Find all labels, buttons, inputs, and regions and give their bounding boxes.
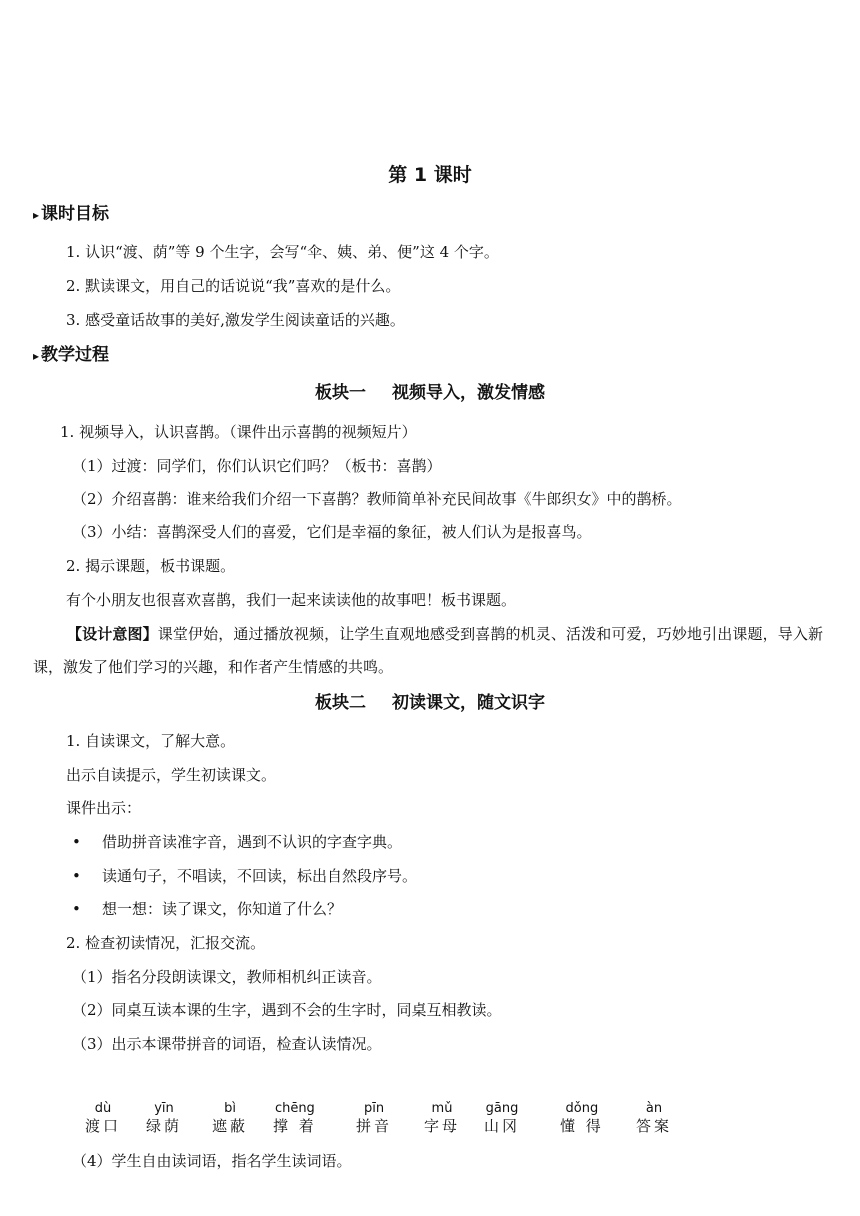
objective-item-2: 2. 默读课文，用自己的话说说“我”喜欢的是什么。	[66, 277, 401, 295]
block1-line-5: 2. 揭示课题，板书课题。	[66, 557, 236, 575]
vocab-word: 拼音	[356, 1117, 393, 1135]
block1-heading	[0, 382, 860, 404]
vocab-pinyin: dǒng	[565, 1101, 599, 1116]
design-intent-text: 课堂伊始，通过播放视频，让学生直观地感受到喜鹊的机灵、活泼和可爱，巧妙地引出课题，导入新课，激发了他们学习的兴趣，和作者产生情感的共鸣。	[33, 625, 823, 676]
block1-label: 板块一	[315, 383, 366, 403]
bullet-dot-icon: •	[72, 867, 81, 885]
vocab-word: 渡口	[85, 1117, 122, 1135]
block1-line-1: 1. 视频导入，认识喜鹊。（课件出示喜鹊的视频短片）	[60, 423, 417, 441]
lesson-title: 第 1 课时	[388, 164, 472, 186]
bullet-text: 借助拼音读准字音，遇到不认识的字查字典。	[102, 833, 403, 851]
vocab-item	[85, 1101, 121, 1135]
courseware-bullet-1	[72, 832, 402, 852]
vocab-item	[212, 1101, 248, 1135]
vocab-word: 撑 着	[273, 1117, 317, 1135]
block1-line-3: （2）介绍喜鹊：谁来给我们介绍一下喜鹊？教师简单补充民间故事《牛郎织女》中的鹊桥。	[72, 490, 682, 508]
bullet-dot-icon: •	[72, 900, 81, 918]
vocab-item	[636, 1101, 672, 1135]
vocab-word: 绿荫	[146, 1117, 183, 1135]
block1-line-6: 有个小朋友也很喜欢喜鹊，我们一起来读读他的故事吧！板书课题。	[66, 591, 517, 609]
process-heading	[33, 344, 109, 367]
vocab-pinyin: yīn	[154, 1101, 174, 1116]
block2-line-6: （2）同桌互读本课的生字，遇到不会的生字时，同桌互相教读。	[72, 1001, 502, 1019]
bullet-dot-icon: •	[72, 833, 81, 851]
objective-item-3: 3. 感受童话故事的美好,激发学生阅读童话的兴趣。	[66, 311, 405, 329]
courseware-bullet-3	[72, 899, 342, 919]
block1-title: 视频导入，激发情感	[392, 383, 545, 403]
triangle-bullet-icon: ▸	[33, 349, 40, 363]
block2-title: 初读课文，随文识字	[392, 693, 545, 713]
vocab-pinyin: dù	[94, 1101, 112, 1116]
vocab-item	[484, 1101, 520, 1135]
block2-line-3: 课件出示：	[66, 799, 142, 817]
vocab-pinyin: bì	[224, 1101, 236, 1116]
vocab-item	[560, 1101, 604, 1135]
vocab-pinyin: chēng	[274, 1101, 315, 1116]
vocab-word: 遮蔽	[212, 1117, 249, 1135]
block2-heading	[0, 692, 860, 714]
design-intent-label: 【设计意图】	[67, 625, 158, 643]
block2-line-2: 出示自读提示，学生初读课文。	[66, 766, 277, 784]
vocab-word: 字母	[424, 1117, 461, 1135]
block2-line-5: （1）指名分段朗读课文，教师相机纠正读音。	[72, 968, 382, 986]
vocab-word: 山冈	[484, 1117, 521, 1135]
vocab-word: 答案	[636, 1117, 673, 1135]
block2-line-1: 1. 自读课文，了解大意。	[66, 732, 236, 750]
block2-line-4: 2. 检查初读情况，汇报交流。	[66, 934, 266, 952]
block2-line-7: （3）出示本课带拼音的词语，检查认读情况。	[72, 1035, 382, 1053]
vocab-pinyin: mǔ	[431, 1101, 453, 1116]
triangle-bullet-icon: ▸	[33, 208, 40, 222]
objectives-heading-text: 课时目标	[41, 204, 110, 224]
vocab-pinyin: pīn	[363, 1101, 385, 1116]
block1-line-2: （1）过渡：同学们，你们认识它们吗？（板书：喜鹊）	[72, 457, 442, 475]
vocab-item	[356, 1101, 392, 1135]
vocab-word: 懂 得	[560, 1117, 604, 1135]
vocab-item	[146, 1101, 182, 1135]
design-intent-paragraph	[33, 618, 823, 684]
process-heading-text: 教学过程	[41, 345, 110, 365]
objective-item-1: 1. 认识“渡、荫”等 9 个生字，会写“伞、姨、弟、便”这 4 个字。	[66, 243, 499, 261]
block2-label: 板块二	[315, 693, 366, 713]
vocab-pinyin: gāng	[485, 1101, 519, 1116]
vocab-pinyin: àn	[645, 1101, 663, 1116]
vocab-item	[273, 1101, 317, 1135]
block1-line-4: （3）小结：喜鹊深受人们的喜爱，它们是幸福的象征，被人们认为是报喜鸟。	[72, 523, 592, 541]
courseware-bullet-2	[72, 866, 417, 886]
bullet-text: 想一想：读了课文，你知道了什么？	[102, 900, 343, 918]
objectives-heading	[33, 203, 109, 226]
vocab-item	[424, 1101, 460, 1135]
block2-last-line: （4）学生自由读词语，指名学生读词语。	[72, 1152, 352, 1170]
bullet-text: 读通句子，不唱读，不回读，标出自然段序号。	[102, 867, 418, 885]
